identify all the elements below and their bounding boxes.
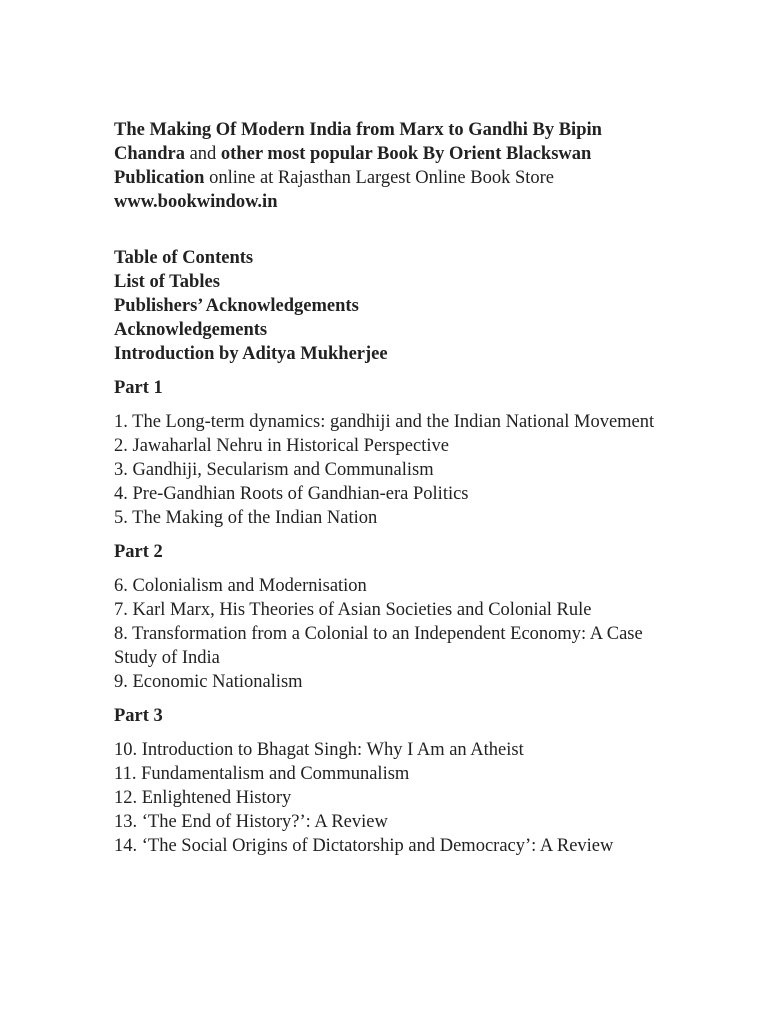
- document-page: [114, 118, 674, 858]
- chapter-item: 13. ‘The End of History?’: A Review: [114, 812, 388, 832]
- chapter-item: 7. Karl Marx, His Theories of Asian Societies and Colonial Rule: [114, 600, 592, 620]
- front-matter-item: List of Tables: [114, 272, 220, 292]
- intro-and-text: and: [184, 144, 221, 164]
- chapter-item: 3. Gandhiji, Secularism and Communalism: [114, 460, 434, 480]
- part-1-section: [114, 376, 674, 530]
- book-title: The Making Of Modern India from Marx to Gandhi By Bipin Chandra: [114, 120, 602, 164]
- chapter-item: 1. The Long-term dynamics: gandhiji and the Indian National Movement: [114, 412, 655, 432]
- chapter-item: 4. Pre-Gandhian Roots of Gandhian-era Politics: [114, 484, 469, 504]
- chapter-item: 6. Colonialism and Modernisation: [114, 576, 367, 596]
- front-matter-item: Introduction by Aditya Mukherjee: [114, 344, 388, 364]
- chapter-item: 14. ‘The Social Origins of Dictatorship and Democracy’: A Review: [114, 836, 614, 856]
- publisher-text: other most popular Book By Orient Blackswan Publication: [114, 144, 592, 188]
- part-heading: Part 3: [114, 706, 163, 726]
- chapter-item: 5. The Making of the Indian Nation: [114, 508, 378, 528]
- chapter-item: 10. Introduction to Bhagat Singh: Why I Am an Atheist: [114, 740, 524, 760]
- front-matter-item: Acknowledgements: [114, 320, 268, 340]
- intro-online-text: online at Rajasthan Largest Online Book Store: [204, 168, 555, 188]
- chapter-item: 2. Jawaharlal Nehru in Historical Perspective: [114, 436, 449, 456]
- front-matter-item: Publishers’ Acknowledgements: [114, 296, 359, 316]
- chapter-list: [114, 574, 674, 694]
- intro-paragraph: [114, 118, 674, 214]
- part-3-section: [114, 704, 674, 858]
- part-heading: Part 2: [114, 542, 163, 562]
- chapter-item: 12. Enlightened History: [114, 788, 292, 808]
- chapter-item: 8. Transformation from a Colonial to an Independent Economy: A Case Study of India: [114, 624, 643, 668]
- part-heading: Part 1: [114, 378, 163, 398]
- part-2-section: [114, 540, 674, 694]
- website-link[interactable]: www.bookwindow.in: [114, 192, 278, 212]
- front-matter-item: Table of Contents: [114, 248, 254, 268]
- chapter-item: 11. Fundamentalism and Communalism: [114, 764, 410, 784]
- chapter-list: [114, 738, 674, 858]
- chapter-item: 9. Economic Nationalism: [114, 672, 303, 692]
- chapter-list: [114, 410, 674, 530]
- front-matter-list: [114, 246, 674, 366]
